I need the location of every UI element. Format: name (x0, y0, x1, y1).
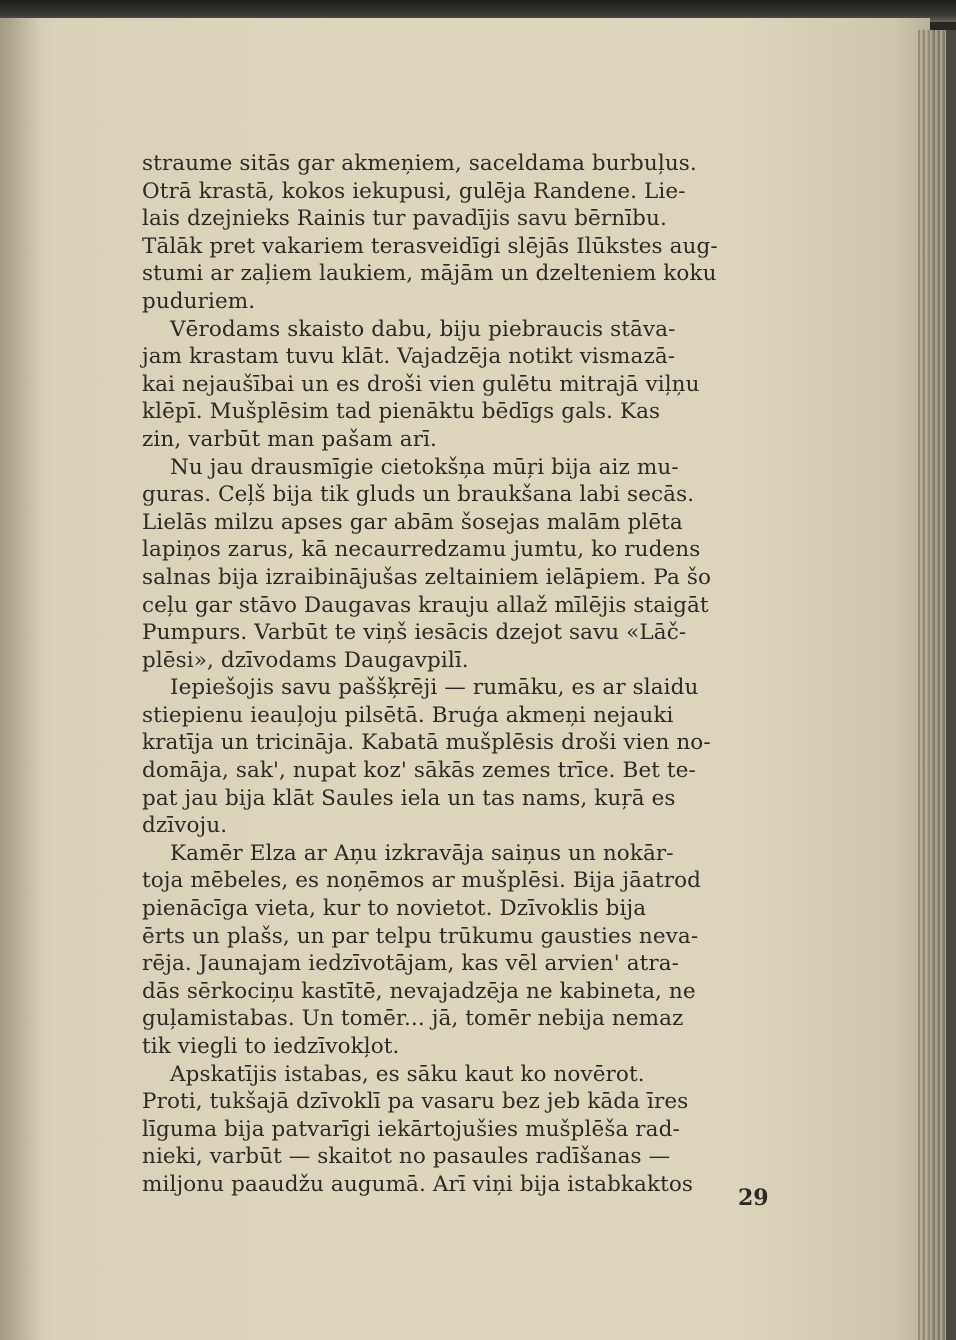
paragraph-1: straume sitās gar akmeņiem, saceldama burbuļus. Otrā krastā, kokos iekupusi, gulēja Randene. Lie- lais dzejnieks Rainis tur pavadījis savu bērnību. Tālāk pret vakariem terasveidīgi slējās Ilūkstes aug- stumi ar zaļiem laukiem, mājām un dzelteniem koku puduriem. (142, 151, 718, 314)
gutter-shadow (0, 18, 40, 1340)
paragraph-6: Apskatījis istabas, es sāku kaut ko novērot. Proti, tukšajā dzīvoklī pa vasaru bez jeb kāda īres līguma bija patvarīgi iekārtojušies mušplēša rad- nieki, varbūt — skaitot no pasaules radīšanas — miljonu paaudžu augumā. Arī viņi bija istabkaktos (142, 1061, 694, 1197)
book-cover-edge (946, 30, 956, 1340)
paragraph-5: Kamēr Elza ar Aņu izkravāja saiņus un nokār- toja mēbeles, es noņēmos ar mušplēsi. Bija jāatrod pienācīga vieta, kur to novietot. Dzīvoklis bija ērts un plašs, un par telpu trūkumu gausties neva- rēja. Jaunajam iedzīvotājam, kas vēl arvien' atra- dās sērkociņu kastītē, nevajadzēja ne kabineta, ne guļamistabas. Un tomēr... jā, tomēr nebija nemaz tik viegli to iedzīvokļot. (142, 840, 702, 1059)
paragraph-2: Vērodams skaisto dabu, biju piebraucis stāva- jam krastam tuvu klāt. Vajadzēja notikt vismazā- kai nejaušībai un es droši vien gulētu mitrajā viļņu klēpī. Mušplēsim tad pienāktu bēdīgs gals. Kas zin, varbūt man pašam arī. (142, 316, 700, 452)
paragraph-4: Iepiešojis savu paššķrēji — rumāku, es ar slaidu stiepienu ieauļoju pilsētā. Bruģa akmeņi nejauki kratīja un tricināja. Kabatā mušplēsis droši vien no- domāja, sak', nupat koz' sākās zemes trīce. Bet te- pat jau bija klāt Saules iela un tas nams, kuŗā es dzīvoju. (142, 675, 711, 839)
body-text (142, 150, 772, 1199)
page-number: 29 (738, 1185, 769, 1211)
paragraph-3: Nu jau drausmīgie cietokšņa mūŗi bija aiz mu- guras. Ceļš bija tik gluds un braukšana labi secās. Lielās milzu apses gar abām šosejas malām plēta lapiņos zarus, kā necaurredzamu jumtu, ko rudens salnas bija izraibinājušas zeltainiem ielāpiem. Pa šo ceļu gar stāvo Daugavas krauju allaž mīlējis staigāt Pumpurs. Varbūt te viņš iesācis dzejot savu «Lāč- plēsi», dzīvodams Daugavpilī. (142, 454, 712, 673)
